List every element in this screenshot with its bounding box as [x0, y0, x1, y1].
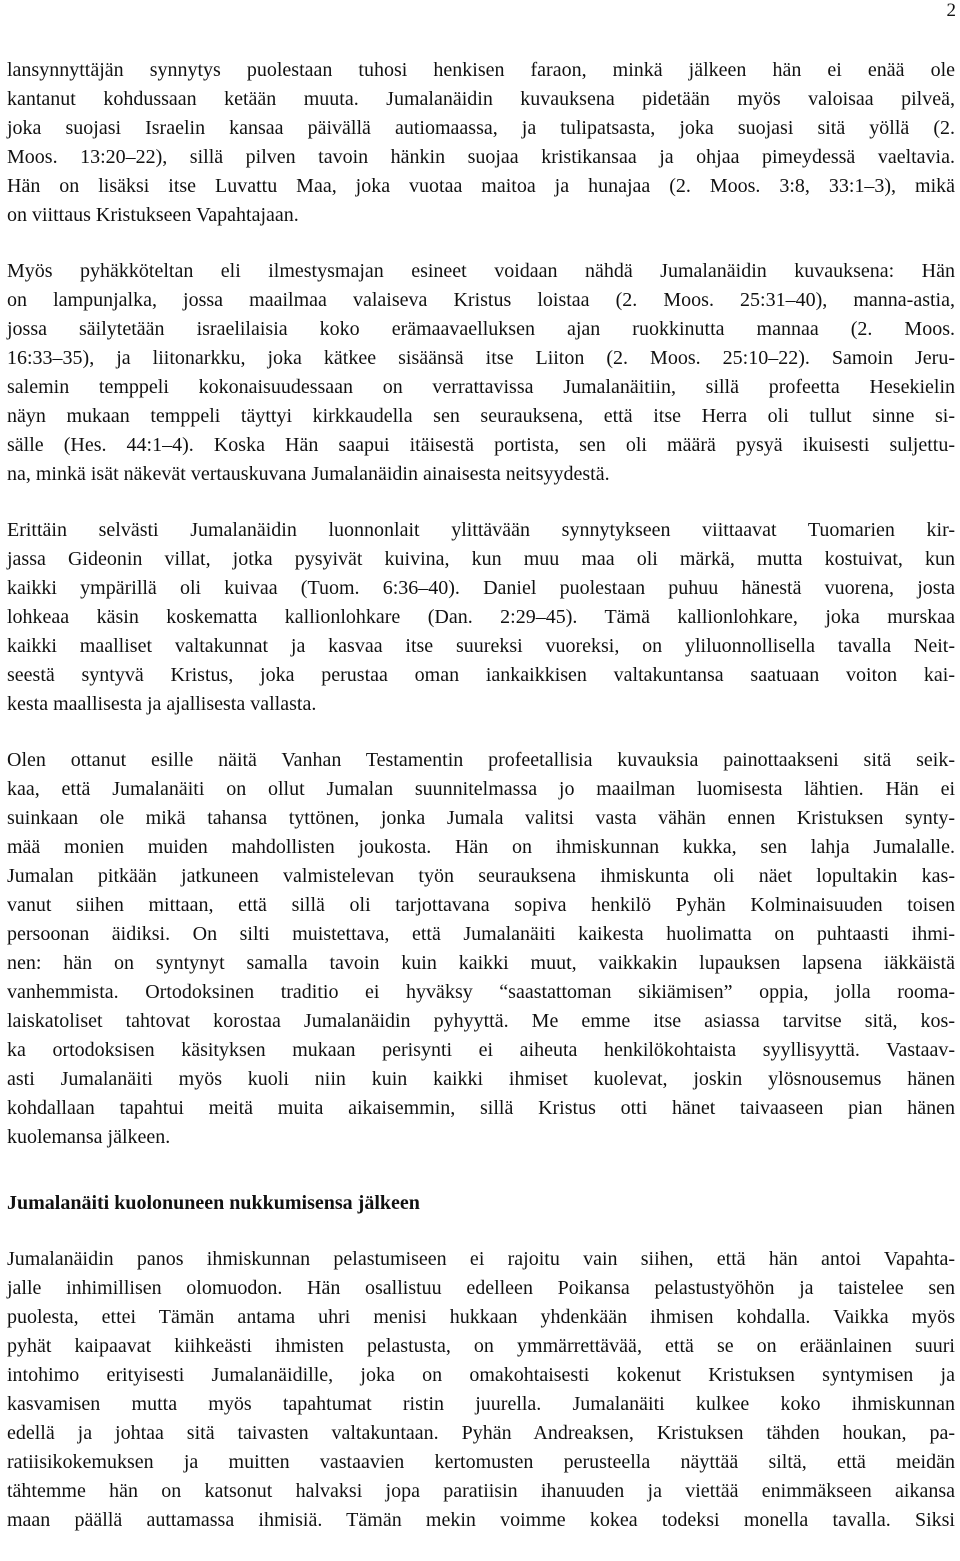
text-line: Olen ottanut esille näitä Vanhan Testamentin profeetallisia kuvauksia painottaakseni sitä seik-: [7, 749, 955, 771]
text-line: jalle inhimillisen olomuodon. Hän osallistuu edelleen Poikansa pelastustyöhön ja taistelee sen: [7, 1277, 955, 1299]
text-line: kaikki ympärillä oli kuivaa (Tuom. 6:36–40). Daniel puolestaan puhuu hänestä vuorena, josta: [7, 577, 955, 599]
paragraph-3: [7, 516, 955, 719]
text-line: nen: hän on syntynyt samalla tavoin kuin kaikki muut, vaikkakin lupauksen lapsena iäkkäistä: [7, 952, 955, 974]
text-line: kohdallaan tapahtui meitä muita aikaisemmin, sillä Kristus otti hänet taivaaseen pian hänen: [7, 1097, 955, 1119]
text-line: ka ortodoksisen käsityksen mukaan perisynti ei aiheuta henkilökohtaista syyllisyyttä. Vastaav-: [7, 1039, 955, 1061]
text-line: maan päällä auttamassa ihmisiä. Tämän mekin voimme kokea todeksi monella tavalla. Siksi: [7, 1509, 955, 1531]
text-line: sälle (Hes. 44:1–4). Koska Hän saapui itäisestä portista, sen oli määrä pysyä ikuisesti suljettu-: [7, 434, 955, 456]
section-heading: Jumalanäiti kuolonuneen nukkumisensa jälkeen: [7, 1192, 420, 1214]
text-line: puolesta, ettei Tämän antama uhri menisi hukkaan yhdenkään ihmisen kohdalla. Vaikka myös: [7, 1306, 955, 1328]
text-line: Erittäin selvästi Jumalanäidin luonnonlait ylittävään synnytykseen viittaavat Tuomarien kir-: [7, 519, 955, 541]
text-line: Myös pyhäkköteltan eli ilmestysmajan esineet voidaan nähdä Jumalanäidin kuvauksena: Hän: [7, 260, 955, 282]
text-line: laiskatoliset tahtovat korostaa Jumalanäidin pyhyyttä. Me emme itse asiassa tarvitse sitä, kos-: [7, 1010, 955, 1032]
text-line: kaikki maalliset valtakunnat ja kasvaa itse suureksi vuoreksi, on yliluonnollisella tavalla Neit-: [7, 635, 955, 657]
text-line: on viittaus Kristukseen Vapahtajaan.: [7, 204, 299, 226]
text-line: Jumalan pitkään jatkuneen valmistelevan työn seurauksena ihmiskunta oli näet lopultakin kas-: [7, 865, 955, 887]
text-line: jassa Gideonin villat, jotka pysyivät kuivina, kun muu maa oli märkä, mutta kostuivat, kun: [7, 548, 955, 570]
text-line: näyn mukaan temppeli täyttyi kirkkaudella sen seurauksena, että itse Herra oli tullut sinne si-: [7, 405, 955, 427]
text-line: persoonan äidiksi. On silti muistettava, että Jumalanäiti kaikesta huolimatta on puhtaasti ihmi-: [7, 923, 955, 945]
text-line: jossa säilytetään israelilaisia koko erämaavaelluksen ajan ruokkinutta mannaa (2. Moos.: [7, 318, 955, 340]
text-line: seestä syntyvä Kristus, joka perustaa oman iankaikkisen valtakuntansa saatuaan voiton kai-: [7, 664, 955, 686]
text-line: mää monien muiden mahdollisten joukosta. Hän on ihmiskunnan kukka, sen lahja Jumalalle.: [7, 836, 955, 858]
text-line: kesta maallisesta ja ajallisesta vallasta.: [7, 693, 317, 715]
text-line: kasvamisen mutta myös tapahtumat ristin juurella. Jumalanäiti kulkee koko ihmiskunnan: [7, 1393, 955, 1415]
text-line: kantanut kohdussaan ketään muuta. Jumalanäidin kuvauksena pidetään myös valoisaa pilveä,: [7, 88, 955, 110]
document-body: [7, 56, 955, 1561]
paragraph-5: [7, 1245, 955, 1535]
text-line: edellä ja johtaa sitä taivasten valtakuntaan. Pyhän Andreaksen, Kristuksen tähden houkan, pa-: [7, 1422, 955, 1444]
text-line: asti Jumalanäiti myös kuoli niin kuin kaikki ihmiset kuolevat, joskin ylösnousemus hänen: [7, 1068, 955, 1090]
text-line: suinkaan ole mikä tahansa tyttönen, jonka Jumala valitsi vasta vähän ennen Kristuksen synty-: [7, 807, 955, 829]
text-line: joka suojasi Israelin kansaa päivällä autiomaassa, ja tulipatsasta, joka suojasi sitä yöllä (2.: [7, 117, 955, 139]
text-line: kaa, että Jumalanäiti on ollut Jumalan suunnitelmassa jo maailman luomisesta lähtien. Hän ei: [7, 778, 955, 800]
paragraph-4: [7, 746, 955, 1152]
page-number: 2: [946, 0, 956, 21]
paragraph-2: [7, 257, 955, 489]
text-line: ratiisikokemuksen ja muitten vastaavien kertomusten perusteella näyttää siltä, että meidän: [7, 1451, 955, 1473]
text-line: tähtemme hän on katsonut halvaksi jopa paratiisin ihanuuden ja viettää enimmäkseen aikansa: [7, 1480, 955, 1502]
paragraph-1: [7, 56, 955, 230]
text-line: lansynnyttäjän synnytys puolestaan tuhosi henkisen faraon, minkä jälkeen hän ei enää ole: [7, 59, 955, 81]
text-line: na, minkä isät näkevät vertauskuvana Jumalanäidin ainaisesta neitsyydestä.: [7, 463, 610, 485]
text-line: 16:33–35), ja liitonarkku, joka kätkee sisäänsä itse Liiton (2. Moos. 25:10–22). Samoin Jeru-: [7, 347, 955, 369]
text-line: kuolemansa jälkeen.: [7, 1126, 171, 1148]
text-line: intohimo erityisesti Jumalanäidille, joka on omakohtaisesti kokenut Kristuksen syntymisen ja: [7, 1364, 955, 1386]
text-line: on lampunjalka, jossa maailmaa valaiseva Kristus loistaa (2. Moos. 25:31–40), manna-astia,: [7, 289, 955, 311]
text-line: Jumalanäidin panos ihmiskunnan pelastumiseen ei rajoitu vain siihen, että hän antoi Vapahta-: [7, 1248, 955, 1270]
text-line: Moos. 13:20–22), sillä pilven tavoin hänkin suojaa kristikansaa ja ohjaa pimeydessä vaeltavia.: [7, 146, 955, 168]
text-line: lohkeaa käsin koskematta kallionlohkare (Dan. 2:29–45). Tämä kallionlohkare, joka murskaa: [7, 606, 955, 628]
text-line: vanhemmista. Ortodoksinen traditio ei hyväksy “saastattoman sikiämisen” oppia, jolla rooma-: [7, 981, 955, 1003]
text-line: pyhät kaipaavat kiihkeästi ihmisten pelastusta, on ymmärrettävää, että se on eräänlainen suuri: [7, 1335, 955, 1357]
text-line: Hän on lisäksi itse Luvattu Maa, joka vuotaa maitoa ja hunajaa (2. Moos. 3:8, 33:1–3), mikä: [7, 175, 955, 197]
text-line: salemin temppeli kokonaisuudessaan on verrattavissa Jumalanäitiin, sillä profeetta Hesekielin: [7, 376, 955, 398]
text-line: vanut siihen mittaan, että sillä oli tarjottavana sopiva henkilö Pyhän Kolminaisuuden toisen: [7, 894, 955, 916]
